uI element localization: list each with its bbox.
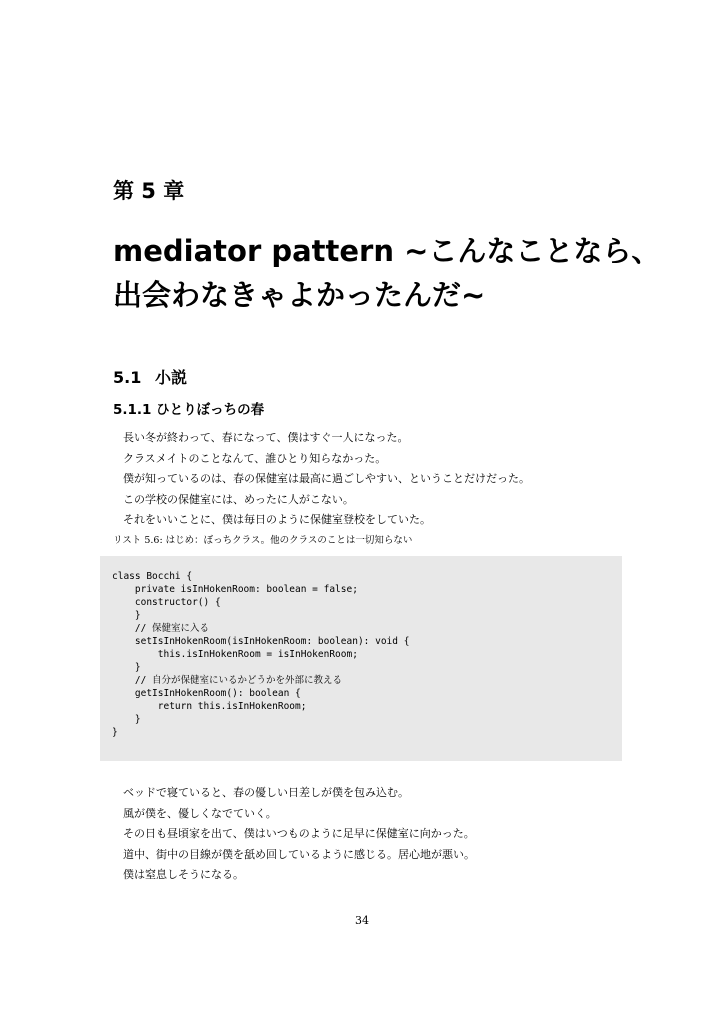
listing-caption: リスト 5.6: はじめ：ぼっちクラス。他のクラスのことは一切知らない xyxy=(113,535,413,546)
code-line: } xyxy=(112,727,118,738)
code-line: // 自分が保健室にいるかどうかを外部に教える xyxy=(134,675,343,686)
chapter-title-line-1: mediator pattern ~こんなことなら、 xyxy=(113,234,661,268)
code-line: setIsInHokenRoom(isInHokenRoom: boolean): void { xyxy=(134,636,410,647)
paragraph-line: 長い冬が終わって、春になって、僕はすぐ一人になった。 xyxy=(123,431,409,444)
code-text xyxy=(112,570,622,739)
code-line: return this.isInHokenRoom; xyxy=(157,701,307,712)
code-listing xyxy=(100,556,622,761)
paragraph-2 xyxy=(113,783,633,886)
paragraph-line: 道中、街中の目線が僕を舐め回しているように感じる。居心地が悪い。 xyxy=(123,847,475,861)
code-line: } xyxy=(134,714,141,725)
paragraph-line: それをいいことに、僕は毎日のように保健室登校をしていた。 xyxy=(123,513,431,526)
chapter-title-line-2: 出会わなきゃよかったんだ~ xyxy=(113,278,486,312)
paragraph-line: 僕が知っているのは、春の保健室は最高に過ごしやすい、ということだけだった。 xyxy=(123,472,530,485)
paragraph-line: 風が僕を、優しくなでていく。 xyxy=(123,806,277,820)
paragraph-line: クラスメイトのことなんて、誰ひとり知らなかった。 xyxy=(123,451,387,465)
code-line: private isInHokenRoom: boolean = false; xyxy=(134,584,358,595)
section-heading xyxy=(113,367,187,389)
code-line: this.isInHokenRoom = isInHokenRoom; xyxy=(157,649,358,660)
code-line: getIsInHokenRoom(): boolean { xyxy=(134,688,301,699)
page-number: 34 xyxy=(355,914,369,927)
paragraph-line: 僕は窒息しそうになる。 xyxy=(123,868,244,881)
code-line: constructor() { xyxy=(134,597,221,608)
paragraph-line: この学校の保健室には、めったに人がこない。 xyxy=(123,492,354,506)
code-line: } xyxy=(134,662,141,673)
subsection-heading: 5.1.1 ひとりぼっちの春 xyxy=(113,402,265,418)
paragraph-line: その日も昼頃家を出て、僕はいつものように足早に保健室に向かった。 xyxy=(123,827,475,840)
chapter-label: 第 5 章 xyxy=(113,179,185,203)
section-number: 5.1 xyxy=(113,368,142,387)
section-title: 小説 xyxy=(155,368,188,387)
code-line: } xyxy=(134,610,141,621)
paragraph-line: ベッドで寝ていると、春の優しい日差しが僕を包み込む。 xyxy=(123,786,409,799)
paragraph-1 xyxy=(113,428,633,531)
chapter-title xyxy=(113,229,661,317)
code-line: // 保健室に入る xyxy=(134,623,210,634)
code-line: class Bocchi { xyxy=(112,571,193,582)
